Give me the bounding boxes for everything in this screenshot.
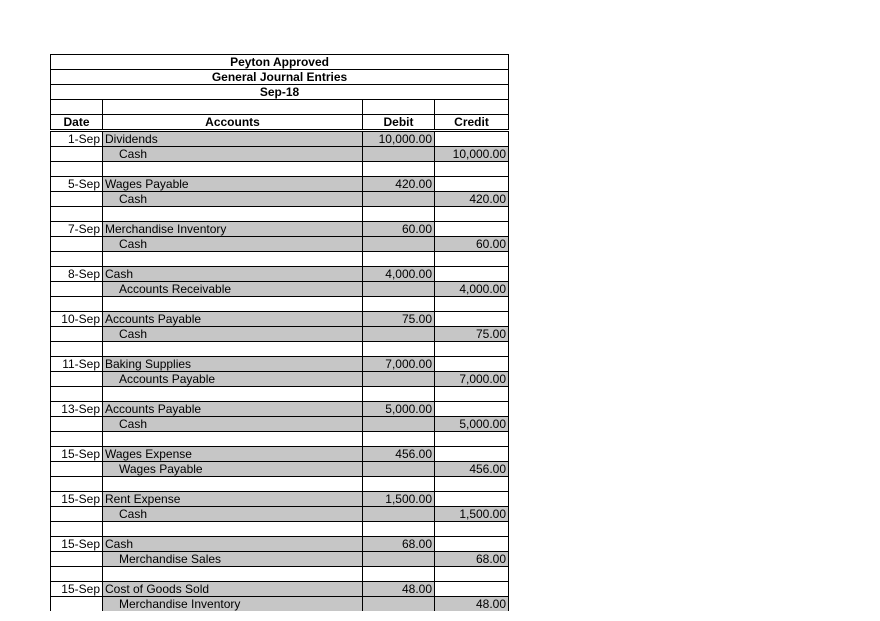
debit-account: Wages Payable bbox=[103, 177, 363, 192]
spacer-row bbox=[51, 477, 509, 492]
debit-empty bbox=[363, 147, 435, 162]
journal-debit-row bbox=[51, 177, 509, 192]
entry-date: 1-Sep bbox=[51, 131, 103, 147]
debit-amount: 420.00 bbox=[363, 177, 435, 192]
credit-amount: 456.00 bbox=[435, 462, 509, 477]
spacer-row bbox=[51, 522, 509, 537]
debit-account: Cost of Goods Sold bbox=[103, 582, 363, 597]
credit-empty bbox=[435, 267, 509, 282]
spacer-row bbox=[51, 297, 509, 312]
debit-empty bbox=[363, 417, 435, 432]
debit-account: Wages Expense bbox=[103, 447, 363, 462]
debit-amount: 1,500.00 bbox=[363, 492, 435, 507]
debit-amount: 456.00 bbox=[363, 447, 435, 462]
credit-empty bbox=[435, 402, 509, 417]
credit-account: Merchandise Sales bbox=[103, 552, 363, 567]
journal-debit-row bbox=[51, 537, 509, 552]
debit-account: Dividends bbox=[103, 131, 363, 147]
credit-amount: 48.00 bbox=[435, 597, 509, 612]
date-empty bbox=[51, 282, 103, 297]
entry-date: 15-Sep bbox=[51, 447, 103, 462]
journal-credit-row bbox=[51, 237, 509, 252]
debit-empty bbox=[363, 462, 435, 477]
credit-empty bbox=[435, 447, 509, 462]
date-empty bbox=[51, 417, 103, 432]
date-empty bbox=[51, 372, 103, 387]
credit-account: Merchandise Inventory bbox=[103, 597, 363, 612]
date-empty bbox=[51, 192, 103, 207]
company-name: Peyton Approved bbox=[51, 55, 509, 70]
credit-empty bbox=[435, 582, 509, 597]
entry-date: 15-Sep bbox=[51, 492, 103, 507]
credit-account: Accounts Payable bbox=[103, 372, 363, 387]
journal-debit-row bbox=[51, 312, 509, 327]
credit-amount: 60.00 bbox=[435, 237, 509, 252]
debit-amount: 4,000.00 bbox=[363, 267, 435, 282]
credit-empty bbox=[435, 222, 509, 237]
journal-debit-row bbox=[51, 402, 509, 417]
report-period: Sep-18 bbox=[51, 85, 509, 100]
credit-account: Cash bbox=[103, 237, 363, 252]
debit-account: Accounts Payable bbox=[103, 312, 363, 327]
debit-account: Accounts Payable bbox=[103, 402, 363, 417]
journal-debit-row bbox=[51, 582, 509, 597]
entry-date: 15-Sep bbox=[51, 537, 103, 552]
debit-account: Merchandise Inventory bbox=[103, 222, 363, 237]
credit-account: Cash bbox=[103, 192, 363, 207]
debit-amount: 60.00 bbox=[363, 222, 435, 237]
credit-empty bbox=[435, 312, 509, 327]
credit-amount: 68.00 bbox=[435, 552, 509, 567]
debit-empty bbox=[363, 372, 435, 387]
debit-empty bbox=[363, 597, 435, 612]
credit-amount: 75.00 bbox=[435, 327, 509, 342]
entry-date: 11-Sep bbox=[51, 357, 103, 372]
credit-amount: 5,000.00 bbox=[435, 417, 509, 432]
journal-credit-row bbox=[51, 597, 509, 612]
journal-credit-row bbox=[51, 282, 509, 297]
credit-account: Cash bbox=[103, 327, 363, 342]
journal-debit-row bbox=[51, 267, 509, 282]
spacer-row bbox=[51, 432, 509, 447]
debit-account: Rent Expense bbox=[103, 492, 363, 507]
spacer-row bbox=[51, 252, 509, 267]
debit-empty bbox=[363, 327, 435, 342]
debit-amount: 68.00 bbox=[363, 537, 435, 552]
journal-debit-row bbox=[51, 131, 509, 147]
credit-account: Cash bbox=[103, 507, 363, 522]
column-header-credit: Credit bbox=[435, 115, 509, 131]
entry-date: 8-Sep bbox=[51, 267, 103, 282]
credit-amount: 4,000.00 bbox=[435, 282, 509, 297]
spacer-row bbox=[51, 162, 509, 177]
debit-empty bbox=[363, 552, 435, 567]
credit-amount: 7,000.00 bbox=[435, 372, 509, 387]
date-empty bbox=[51, 147, 103, 162]
entry-date: 7-Sep bbox=[51, 222, 103, 237]
column-header-debit: Debit bbox=[363, 115, 435, 131]
debit-amount: 10,000.00 bbox=[363, 131, 435, 147]
journal-debit-row bbox=[51, 447, 509, 462]
entry-date: 15-Sep bbox=[51, 582, 103, 597]
credit-amount: 1,500.00 bbox=[435, 507, 509, 522]
spacer-row bbox=[51, 387, 509, 402]
credit-empty bbox=[435, 177, 509, 192]
debit-empty bbox=[363, 507, 435, 522]
journal-credit-row bbox=[51, 462, 509, 477]
debit-amount: 75.00 bbox=[363, 312, 435, 327]
credit-empty bbox=[435, 357, 509, 372]
credit-account: Cash bbox=[103, 147, 363, 162]
credit-empty bbox=[435, 492, 509, 507]
spacer-row bbox=[51, 207, 509, 222]
column-header-date: Date bbox=[51, 115, 103, 131]
debit-amount: 5,000.00 bbox=[363, 402, 435, 417]
date-empty bbox=[51, 462, 103, 477]
credit-empty bbox=[435, 537, 509, 552]
journal-credit-row bbox=[51, 552, 509, 567]
column-header-accounts: Accounts bbox=[103, 115, 363, 131]
debit-amount: 7,000.00 bbox=[363, 357, 435, 372]
debit-account: Cash bbox=[103, 537, 363, 552]
journal-credit-row bbox=[51, 372, 509, 387]
credit-account: Accounts Receivable bbox=[103, 282, 363, 297]
journal-credit-row bbox=[51, 327, 509, 342]
credit-amount: 420.00 bbox=[435, 192, 509, 207]
report-title: General Journal Entries bbox=[51, 70, 509, 85]
debit-amount: 48.00 bbox=[363, 582, 435, 597]
journal-debit-row bbox=[51, 357, 509, 372]
debit-empty bbox=[363, 237, 435, 252]
entry-date: 5-Sep bbox=[51, 177, 103, 192]
journal-table bbox=[50, 54, 509, 611]
entry-date: 10-Sep bbox=[51, 312, 103, 327]
debit-account: Cash bbox=[103, 267, 363, 282]
debit-empty bbox=[363, 282, 435, 297]
journal-credit-row bbox=[51, 192, 509, 207]
date-empty bbox=[51, 597, 103, 612]
journal-debit-row bbox=[51, 222, 509, 237]
date-empty bbox=[51, 327, 103, 342]
journal-credit-row bbox=[51, 507, 509, 522]
spacer-row bbox=[51, 567, 509, 582]
date-empty bbox=[51, 237, 103, 252]
credit-account: Cash bbox=[103, 417, 363, 432]
credit-account: Wages Payable bbox=[103, 462, 363, 477]
journal-debit-row bbox=[51, 492, 509, 507]
debit-account: Baking Supplies bbox=[103, 357, 363, 372]
date-empty bbox=[51, 507, 103, 522]
entry-date: 13-Sep bbox=[51, 402, 103, 417]
credit-amount: 10,000.00 bbox=[435, 147, 509, 162]
journal-credit-row bbox=[51, 417, 509, 432]
spacer-row bbox=[51, 342, 509, 357]
date-empty bbox=[51, 552, 103, 567]
debit-empty bbox=[363, 192, 435, 207]
credit-empty bbox=[435, 131, 509, 147]
journal-credit-row bbox=[51, 147, 509, 162]
